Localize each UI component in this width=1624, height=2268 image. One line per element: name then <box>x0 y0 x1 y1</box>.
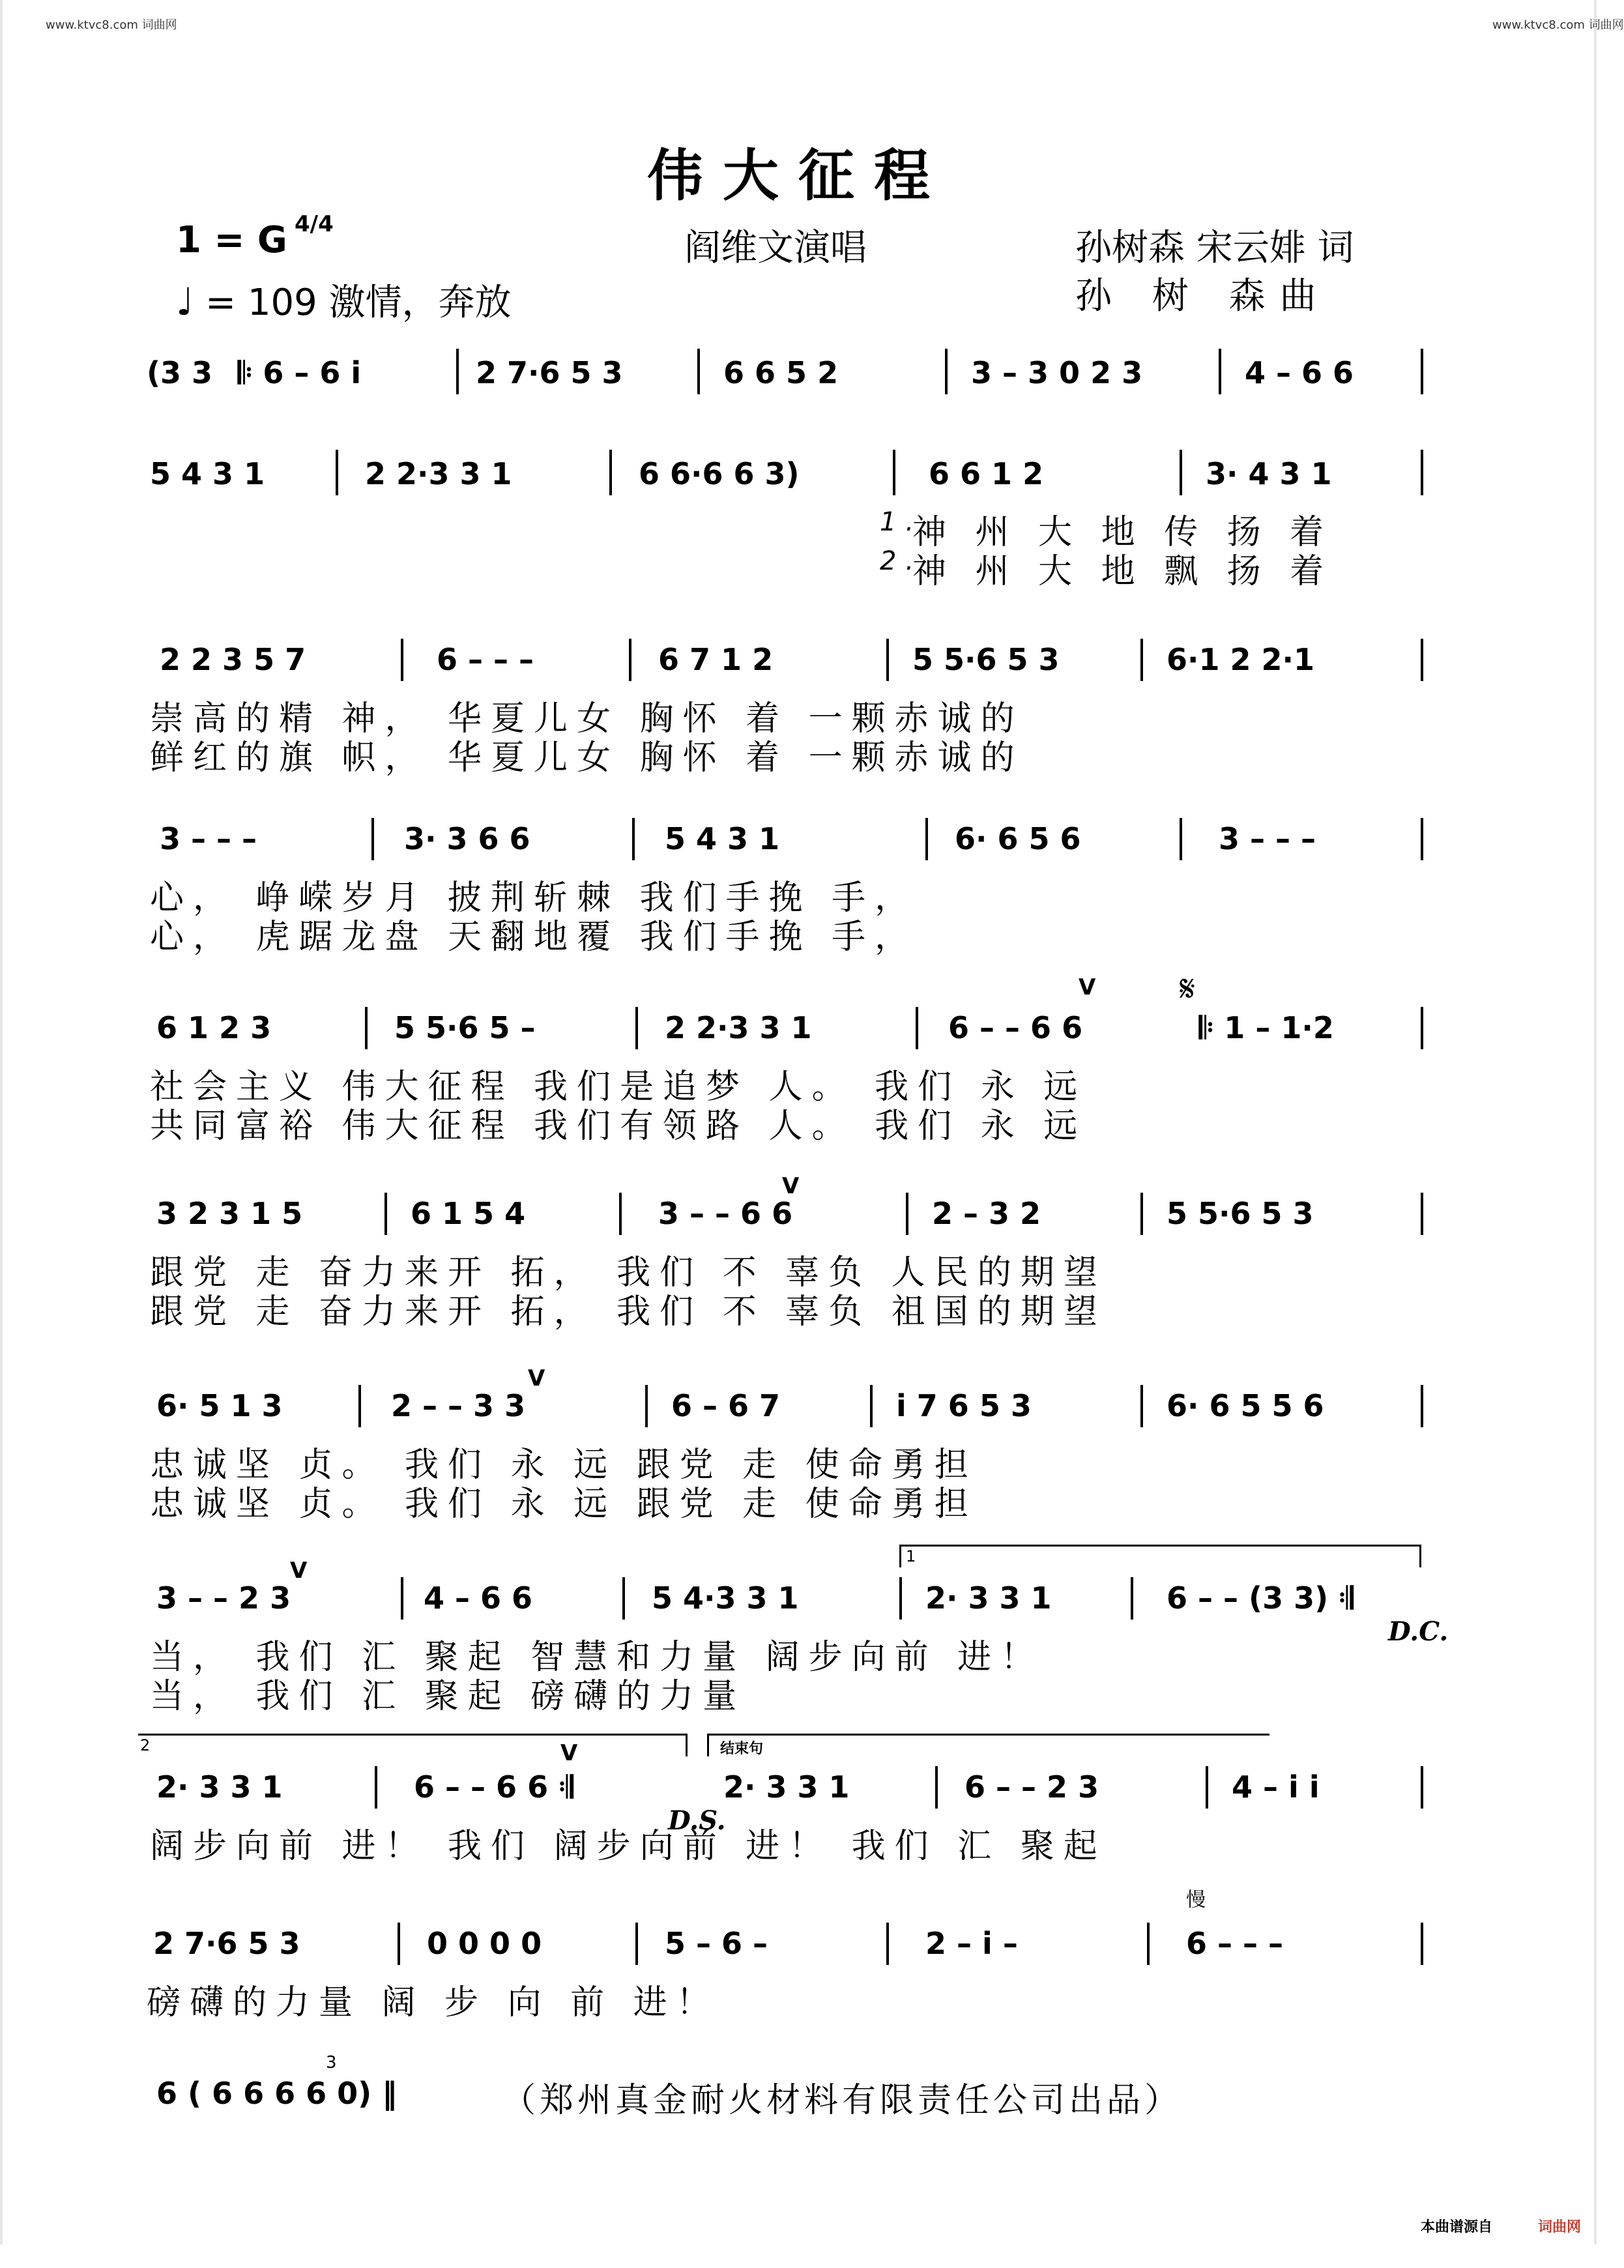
lyric-verse-1: 阔步向前 进！ 我们 阔步向前 进！ 我们 汇 聚起 <box>150 1827 1107 1866</box>
barline <box>1131 1577 1133 1620</box>
barline <box>1421 1007 1423 1049</box>
barline <box>870 1385 873 1427</box>
measure: 5 – 6 – <box>665 1926 768 1961</box>
measure: 3 – – 2 3 <box>156 1580 291 1616</box>
verse-2-marker: 2. <box>880 546 923 576</box>
barline <box>886 639 889 681</box>
measure: 6· 5 1 3 <box>156 1388 283 1423</box>
measure: 6· 6 5 5 6 <box>1167 1388 1324 1423</box>
measure: 6 – – (3 3) 𝄇 <box>1167 1580 1354 1616</box>
barline <box>1421 450 1423 495</box>
barline <box>622 1577 625 1620</box>
barline <box>371 818 374 860</box>
score-line-6 <box>0 1173 1597 1388</box>
ending-bracket <box>707 1734 1269 1756</box>
measure: 6 1 2 3 <box>156 1010 272 1045</box>
lyric-verse-1: 心， 峥嵘岁月 披荆斩棘 我们手挽 手， <box>150 879 918 918</box>
measure: i 7 6 5 3 <box>896 1388 1032 1423</box>
barline <box>1421 1923 1423 1965</box>
measure: 2 – i – <box>925 1926 1018 1961</box>
publisher-credit: （郑州真金耐火材料有限责任公司出品） <box>502 2081 1183 2120</box>
barline <box>899 1577 902 1620</box>
measure: 3 – – – <box>1219 821 1316 856</box>
measure: 3 – – 6 6 <box>658 1196 793 1231</box>
measure: 3 – 3 0 2 3 <box>971 355 1143 390</box>
measure: 2· 3 3 1 <box>156 1769 283 1805</box>
measure: 4 – 6 6 <box>424 1580 533 1616</box>
lyric-verse-1: 神 州 大 地 传 扬 着 <box>912 513 1333 552</box>
lyric-verse-2: 当， 我们 汇 聚起 磅礴的力量 <box>150 1677 746 1716</box>
barline <box>1140 1193 1143 1235</box>
barline <box>1421 639 1423 681</box>
barline <box>925 818 928 860</box>
barline <box>697 349 700 394</box>
site-watermark-left: www.ktvc8.com 词曲网 <box>46 18 177 32</box>
barline <box>635 1007 638 1049</box>
measure: 6 – – – <box>437 642 534 677</box>
ending-label: 结束句 <box>720 1741 764 1757</box>
measure: 5 5·6 5 – <box>394 1010 536 1045</box>
verse-1-marker: 1. <box>880 507 923 537</box>
measure: 2 2·3 3 1 <box>365 456 512 491</box>
barline <box>619 1193 622 1235</box>
lyric-verse-1: 当， 我们 汇 聚起 智慧和力量 阔步向前 进！ <box>150 1638 1044 1677</box>
barline <box>1180 818 1182 860</box>
measure: 6 6·6 6 3) <box>639 456 800 491</box>
barline <box>1421 1193 1423 1235</box>
site-watermark-right: www.ktvc8.com 词曲网 <box>1492 18 1624 32</box>
score-line-3 <box>0 639 1597 834</box>
volta-bracket-2 <box>138 1734 688 1756</box>
measure: 6· 6 5 6 <box>955 821 1081 856</box>
barline <box>365 1007 368 1049</box>
measure: 6 6 5 2 <box>723 355 839 390</box>
barline <box>375 1766 377 1809</box>
score-line-11 <box>0 2053 1597 2268</box>
lyric-verse-1: 跟党 走 奋力来开 拓， 我们 不 辜负 人民的期望 <box>150 1253 1107 1292</box>
barline <box>1140 1385 1143 1427</box>
barline <box>893 450 895 495</box>
barline <box>1421 1385 1423 1427</box>
measure: 2 7·6 5 3 <box>476 355 623 390</box>
da-capo-marker: D.C. <box>1388 1616 1449 1647</box>
measure: 6 – – 6 6 <box>948 1010 1083 1045</box>
dal-segno-marker: D.S. <box>668 1805 726 1836</box>
score-line-4 <box>0 818 1597 1013</box>
measure: 6 – – – <box>1186 1926 1284 1961</box>
measure: 5 5·6 5 3 <box>1167 1196 1314 1231</box>
measure: 2· 3 3 1 <box>723 1769 850 1805</box>
composer-credit: 孙 树 森曲 <box>1075 275 1331 317</box>
barline <box>635 1923 638 1965</box>
measure: 3· 3 6 6 <box>404 821 530 856</box>
lyric-verse-1: 社会主义 伟大征程 我们是追梦 人。 我们 永 远 <box>150 1068 1087 1107</box>
barline <box>886 1923 889 1965</box>
measure: 𝄆 1 – 1·2 <box>1199 1010 1334 1045</box>
breath-mark: V <box>782 1173 800 1199</box>
barline <box>609 450 612 495</box>
lyric-verse-1: 忠诚坚 贞。 我们 永 远 跟党 走 使命勇担 <box>150 1446 978 1485</box>
measure: 2· 3 3 1 <box>925 1580 1052 1616</box>
barline <box>401 1577 403 1620</box>
barline <box>1421 1766 1423 1809</box>
measure: 6 – – 6 6 𝄇 <box>414 1769 573 1805</box>
measure: (3 3 <box>147 355 213 390</box>
lyric-verse-1: 崇高的精 神， 华夏儿女 胸怀 着 一颗赤诚的 <box>150 699 1024 738</box>
measure: 6 7 1 2 <box>658 642 774 677</box>
barline <box>1421 349 1423 394</box>
barline <box>629 639 631 681</box>
barline <box>1421 818 1423 860</box>
measure: 3 2 3 1 5 <box>156 1196 303 1231</box>
tempo-marking <box>176 274 512 326</box>
lyric-verse-1: 磅礴的力量 阔 步 向 前 进！ <box>147 1983 719 2022</box>
song-title: 伟大征程 <box>647 143 950 209</box>
breath-mark: V <box>560 1740 578 1766</box>
time-signature-value: 4/4 <box>295 211 334 237</box>
barline <box>916 1007 918 1049</box>
measure: 5 4·3 3 1 <box>652 1580 799 1616</box>
barline <box>935 1766 938 1809</box>
barline <box>1219 349 1221 394</box>
measure: 2 – 3 2 <box>932 1196 1041 1231</box>
barline <box>456 349 459 394</box>
breath-mark: V <box>1079 974 1096 1000</box>
quarter-note-icon: ♩ <box>176 280 194 324</box>
barline <box>1180 450 1182 495</box>
lyric-verse-2: 心， 虎踞龙盘 天翻地覆 我们手挽 手， <box>150 918 918 957</box>
measure: 6 6 1 2 <box>929 456 1044 491</box>
barline <box>632 818 635 860</box>
measure: 4 – 6 6 <box>1245 355 1354 390</box>
volta-bracket-1 <box>899 1545 1421 1567</box>
breath-mark: V <box>528 1365 545 1391</box>
lyric-verse-2: 神 州 大 地 飘 扬 着 <box>912 552 1333 591</box>
lyric-verse-2: 跟党 走 奋力来开 拓， 我们 不 辜负 祖国的期望 <box>150 1292 1107 1331</box>
measure: 5 4 3 1 <box>150 456 265 491</box>
lyric-verse-2: 鲜红的旗 帜， 华夏儿女 胸怀 着 一颗赤诚的 <box>150 738 1024 778</box>
volta-number: 1 <box>906 1547 916 1565</box>
singer-credit: 阎维文演唱 <box>684 227 867 269</box>
measure: 𝄆 6 – 6 i <box>238 355 362 390</box>
barline <box>336 450 338 495</box>
measure: 2 2 3 5 7 <box>160 642 306 677</box>
footer-site-label[interactable]: 词曲网 <box>1538 2219 1582 2235</box>
measure: 3· 4 3 1 <box>1206 456 1332 491</box>
key-signature: 1 = G <box>176 219 287 261</box>
tempo-text: = 109 激情，奔放 <box>205 282 512 324</box>
barline <box>945 349 948 394</box>
barline <box>645 1385 648 1427</box>
time-signature <box>295 211 334 237</box>
barline <box>384 1193 387 1235</box>
volta-number: 2 <box>140 1736 151 1754</box>
barline <box>358 1385 361 1427</box>
lyric-verse-2: 忠诚坚 贞。 我们 永 远 跟党 走 使命勇担 <box>150 1485 978 1524</box>
measure: 6 ( 6 6 6 6 0) ‖ <box>156 2076 398 2111</box>
measure: 5 5·6 5 3 <box>912 642 1060 677</box>
score-line-2 <box>0 450 1597 645</box>
barline <box>398 1923 400 1965</box>
barline <box>1206 1766 1208 1809</box>
barline <box>401 639 403 681</box>
measure: 0 0 0 0 <box>427 1926 542 1961</box>
lyric-verse-2: 共同富裕 伟大征程 我们有领路 人。 我们 永 远 <box>150 1107 1087 1146</box>
measure: 2 7·6 5 3 <box>153 1926 300 1961</box>
measure: 2 2·3 3 1 <box>665 1010 812 1045</box>
measure: 4 – i i <box>1232 1769 1320 1805</box>
lyricist-credit: 孙树森 宋云婔 词 <box>1075 227 1354 269</box>
measure: 2 – – 3 3 <box>391 1388 526 1423</box>
measure: 6 – 6 7 <box>671 1388 781 1423</box>
barline <box>906 1193 908 1235</box>
footer-source-label: 本曲谱源自 <box>1421 2219 1493 2235</box>
barline <box>1147 1923 1150 1965</box>
measure: 6 – – 2 3 <box>964 1769 1099 1805</box>
tempo-slow-mark: 慢 <box>1186 1889 1206 1912</box>
measure: 6 1 5 4 <box>411 1196 526 1231</box>
segno-icon: 𝄋 <box>1180 968 1196 1010</box>
triplet-mark: 3 <box>326 2053 337 2072</box>
breath-mark: V <box>290 1558 308 1584</box>
measure: 5 4 3 1 <box>665 821 780 856</box>
barline <box>1140 639 1143 681</box>
measure: 3 – – – <box>160 821 257 856</box>
measure: 6·1 2 2·1 <box>1167 642 1315 677</box>
